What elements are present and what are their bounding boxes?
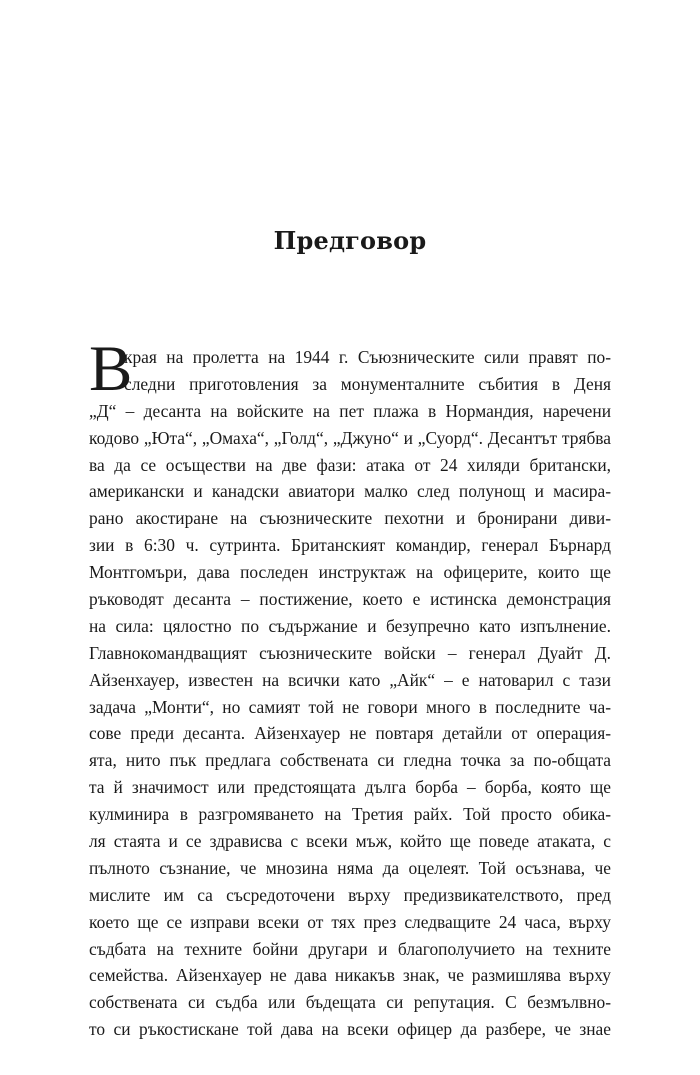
text-line: кулминира в разгромяването на Третия райх. Той просто обика- (89, 804, 611, 825)
text-line: Монтгомъри, дава последен инструктаж на офицерите, които ще (89, 562, 611, 583)
text-line: което ще се изправи всеки от тях през следващите 24 часа, върху (89, 911, 611, 932)
text-line: края на пролетта на 1944 г. Съюзническите сили правят по- (124, 347, 611, 367)
text-line: семейства. Айзенхауер не дава никакъв знак, че размишлява върху (89, 965, 611, 986)
text-line: Главнокомандващият съюзническите войски – генерал Дуайт Д. (89, 642, 611, 663)
text-line: ва да се осъществи на две фази: атака от 24 хиляди британски, (89, 454, 611, 475)
text-line: съдбата на техните бойни другари и благополучието на техните (89, 938, 611, 959)
text-line: та й значимост или предстоящата дълга борба – борба, която ще (89, 777, 611, 798)
text-line: ля стаята и се здрависва с всеки мъж, който ще поведе атаката, с (89, 831, 611, 852)
text-line: на сила: цялостно по съдържание и безупречно като изпълнение. (89, 615, 611, 636)
text-line: ръководят десанта – постижение, което е истинска демонстрация (89, 589, 611, 610)
text-line: рано акостиране на съюзническите пехотни и бронирани диви- (89, 508, 611, 529)
text-line: ята, нито пък предлага собствената си гледна точка за по-общата (89, 750, 611, 771)
text-line: то си ръкостискане той дава на всеки офицер да разбере, че знае (89, 1019, 611, 1040)
text-line: зии в 6:30 ч. сутринта. Британският командир, генерал Бърнард (89, 535, 611, 556)
body-paragraph (89, 344, 611, 1043)
text-line: американски и канадски авиатори малко след полунощ и масира- (89, 481, 611, 502)
text-line: следни приготовления за монументалните събития в Деня (124, 373, 611, 394)
text-line: пълното съзнание, че мнозина няма да оцелеят. Той осъзнава, че (89, 857, 611, 878)
text-line: собствената си съдба или бъдещата си репутация. С безмълвно- (89, 992, 611, 1013)
chapter-title: Предговор (273, 226, 427, 255)
text-line: сове преди десанта. Айзенхауер не повтаря детайли от операция- (89, 723, 611, 744)
text-line: кодово „Юта“, „Омаха“, „Голд“, „Джуно“ и „Суорд“. Десантът трябва (89, 427, 611, 448)
text-line: задача „Монти“, но самият той не говори много в последните ча- (89, 696, 611, 717)
text-line: Айзенхауер, известен на всички като „Айк“ – е натоварил с тази (89, 669, 611, 690)
text-line: „Д“ – десанта на войските на пет плажа в Нормандия, наречени (89, 400, 611, 421)
text-line: мислите им са съсредоточени върху предизвикателството, пред (89, 884, 611, 905)
drop-cap: В (89, 333, 133, 405)
